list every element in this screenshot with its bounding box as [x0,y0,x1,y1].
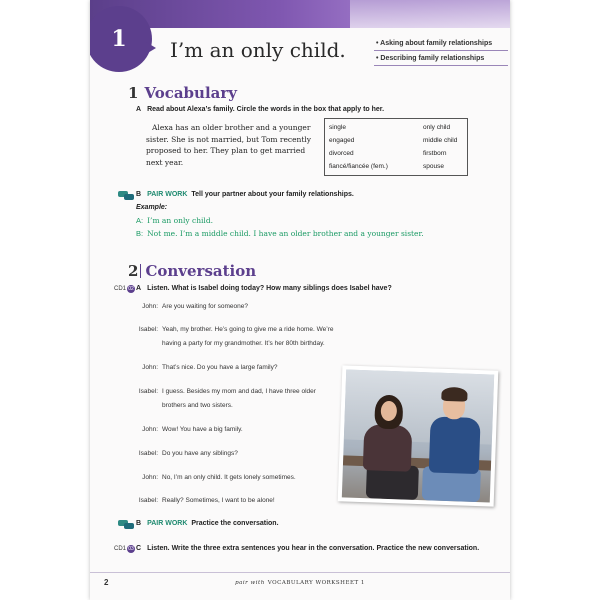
conversation-instruction-c [136,545,479,552]
chapter-badge-tail [146,42,156,54]
alexa-paragraph [146,122,316,168]
example-text: I’m an only child. [147,216,214,225]
word-box [324,118,468,176]
conversation-photo [338,365,499,506]
cd-track-a[interactable] [114,285,135,293]
instruction-text: Read about Alexa’s family. Circle the words in the box that apply to her. [147,106,385,113]
chapter-title: I’m an only child. [170,38,346,62]
paragraph-line: proposed to her. They plan to get married [146,146,306,155]
section-number: 1 [128,84,139,102]
dialogue-line: brothers and two sisters. [162,402,233,409]
dialogue-speaker: John: [142,303,158,310]
example-label: Example: [136,204,168,211]
dialogue-line: Really? Sometimes, I want to be alone! [162,497,275,504]
word-option[interactable]: spouse [423,163,444,170]
word-option[interactable]: engaged [329,137,355,144]
paragraph-line: Alexa has an older brother and a younger [152,123,311,132]
word-option[interactable]: firstborn [423,150,447,157]
lesson-goals [374,36,508,66]
man-body [429,416,481,474]
goal-text: Asking about family relationships [380,40,493,47]
dialogue-line: Do you have any siblings? [162,450,238,457]
pair-work-icon [118,519,134,529]
audio-track-icon: 02 [128,286,134,292]
section-conversation-title [128,262,256,280]
footer-pair-with: pair with [235,580,265,586]
word-option[interactable]: fiancé/fiancée (fem.) [329,163,388,170]
conversation-instruction-a [136,285,392,292]
pair-work-label: PAIR WORK [147,191,188,198]
example-line-a [136,216,213,225]
example-line-b [136,229,424,238]
example-speaker: B: [136,229,144,238]
dialogue-speaker: Isabel: [138,450,158,457]
vocab-instruction-b [136,191,354,198]
cd-track-c[interactable] [114,545,135,553]
dialogue-line: That’s nice. Do you have a large family? [162,364,278,371]
instruction-text: Listen. Write the three extra sentences you hear in the conversation. Practice the new conversation. [147,545,480,552]
instruction-text: Tell your partner about your family relationships. [191,191,354,198]
photo-scene [342,369,494,502]
word-option[interactable]: divorced [329,150,354,157]
word-option[interactable]: single [329,124,346,131]
chapter-number: 1 [111,26,127,52]
section-title-text: Vocabulary [144,84,237,102]
footer-worksheet: VOCABULARY WORKSHEET 1 [267,580,365,586]
dialogue-line: Wow! You have a big family. [162,426,243,433]
dialogue-speaker: Isabel: [138,326,158,333]
paragraph-line: sister. She is not married, but Tom recently [146,134,312,144]
audio-track-icon: 03 [128,546,134,552]
footer-reference [90,580,510,586]
cd-label: CD1 [114,286,127,292]
item-letter: C [136,545,142,552]
man-hair [441,387,467,402]
section-vocabulary-title [128,84,237,102]
item-letter: A [136,285,142,292]
item-letter: B [136,191,142,198]
dialogue-line: Are you waiting for someone? [162,303,248,310]
goal-text: Describing family relationships [380,55,485,62]
dialogue-speaker: Isabel: [138,388,158,395]
section-title-text: Conversation [145,262,257,280]
textbook-page [90,0,510,600]
footer-rule [90,572,510,573]
instruction-text: Practice the conversation. [191,520,279,527]
section-number: 2 [128,262,139,280]
word-option[interactable]: only child [423,124,451,131]
dialogue-line: I guess. Besides my mom and dad, I have three older [162,388,316,395]
woman-body [363,424,413,472]
dialogue-speaker: John: [142,364,158,371]
word-option[interactable]: middle child [423,137,458,144]
conversation-instruction-b [136,520,279,527]
vocab-instruction-a [136,106,384,113]
pair-work-icon [118,190,134,200]
goal-item: • Asking about family relationships [374,36,508,51]
example-speaker: A: [136,216,144,225]
instruction-text: Listen. What is Isabel doing today? How many siblings does Isabel have? [147,285,392,292]
page-number: 2 [104,578,109,587]
dialogue-line: having a party for my grandmother. It’s her 80th birthday. [162,340,325,347]
dialogue-line: Yeah, my brother. He’s going to give me a ride home. We’re [162,326,334,333]
goal-item: • Describing family relationships [374,51,508,66]
dialogue-speaker: Isabel: [138,497,158,504]
dialogue-speaker: John: [142,426,158,433]
cd-label: CD1 [114,546,127,552]
dialogue-speaker: John: [142,474,158,481]
item-letter: A [136,106,142,113]
item-letter: B [136,520,142,527]
pair-work-label: PAIR WORK [147,520,188,527]
dialogue-line: No, I’m an only child. It gets lonely sometimes. [162,474,296,481]
example-text: Not me. I’m a middle child. I have an older brother and a younger sister. [147,229,424,238]
header-photo-strip [350,0,510,28]
chapter-number-badge [90,6,152,72]
paragraph-line: next year. [146,157,184,167]
title-divider [140,264,141,278]
